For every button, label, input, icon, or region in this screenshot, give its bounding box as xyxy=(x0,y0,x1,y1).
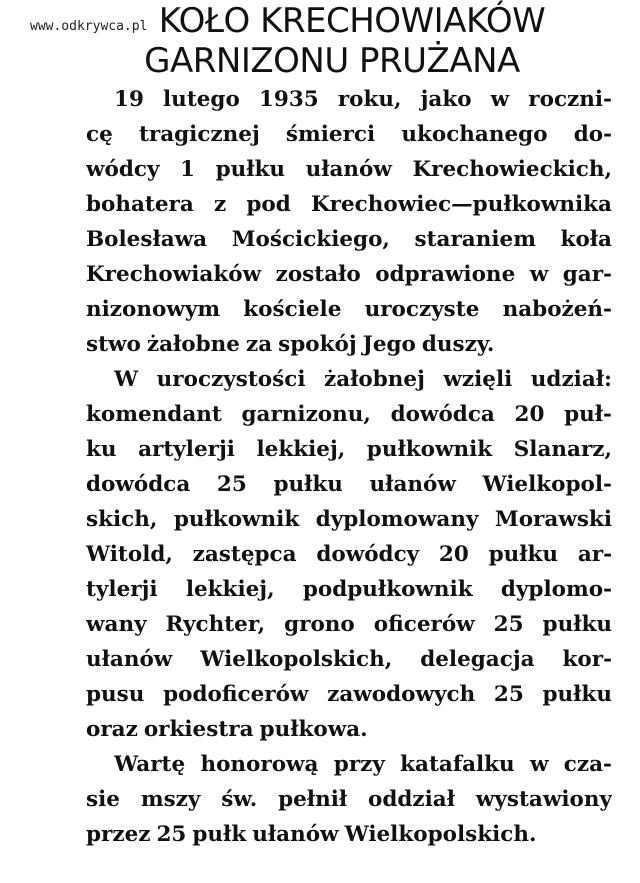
word: pułku xyxy=(488,542,559,567)
word: lutego xyxy=(163,87,240,112)
word: udział: xyxy=(530,367,612,392)
text-line xyxy=(86,257,612,292)
text-line xyxy=(86,607,612,642)
word: uroczyste xyxy=(364,297,480,322)
word: kościele xyxy=(243,297,342,322)
text-line xyxy=(86,502,612,537)
text-line xyxy=(86,782,612,817)
word: za xyxy=(246,332,273,357)
word: uroczystości xyxy=(156,367,306,392)
word: sie xyxy=(86,787,120,812)
word: lekkiej, xyxy=(256,437,346,462)
word: Bolesława xyxy=(86,227,208,252)
text-line xyxy=(114,82,612,117)
text-line xyxy=(114,362,612,397)
word: podoficerów xyxy=(163,682,309,707)
word: Mościckiego, xyxy=(231,227,390,252)
word: garnizonu, xyxy=(241,402,371,427)
word: Rychter, xyxy=(165,612,266,637)
text-line xyxy=(86,292,612,327)
word: Krechowiaków xyxy=(86,262,262,287)
word: kor- xyxy=(562,647,612,672)
word: tragicznej xyxy=(138,122,260,147)
word: Witold, xyxy=(86,542,173,567)
word: Jego xyxy=(362,332,416,357)
word: roku, xyxy=(337,87,402,112)
word: cę xyxy=(86,122,113,147)
word: św. xyxy=(221,787,258,812)
text-line xyxy=(86,467,612,502)
word: artylerji xyxy=(138,437,235,462)
title-line-2: GARNIZONU PRUŻANA xyxy=(144,41,520,81)
word: przez xyxy=(86,822,151,847)
word: ułanów xyxy=(305,157,392,182)
title-line-1: KOŁO KRECHOWIAKÓW xyxy=(158,1,546,41)
word: ułanów xyxy=(86,647,173,672)
word: tylerji xyxy=(86,577,158,602)
word: Slanarz, xyxy=(513,437,612,462)
word: 1935 xyxy=(258,87,319,112)
word: pułk xyxy=(192,822,247,847)
text-line xyxy=(86,677,612,712)
word: nizonowym xyxy=(86,297,221,322)
word: dowódcy xyxy=(316,542,420,567)
word: pułkownik xyxy=(173,507,300,532)
word: ku xyxy=(86,437,117,462)
word: Wielkopol- xyxy=(482,472,612,497)
word: skich, xyxy=(86,507,158,532)
word: Wartę xyxy=(114,752,186,777)
word: zawodowych xyxy=(327,682,476,707)
word: Krechowieckich, xyxy=(412,157,612,182)
word: mszy xyxy=(140,787,201,812)
word: 25 xyxy=(216,472,247,497)
word: 25 xyxy=(493,682,524,707)
word: jako xyxy=(420,87,472,112)
word: staraniem xyxy=(414,227,536,252)
word: pułku xyxy=(215,157,286,182)
word: Krechowiec—pułkownika xyxy=(310,192,612,217)
word: oddział xyxy=(368,787,456,812)
word: 19 xyxy=(114,87,144,112)
word: zastępca xyxy=(192,542,297,567)
word: stwo xyxy=(86,332,141,357)
word: wany xyxy=(86,612,147,637)
word: pułkowa. xyxy=(259,717,368,742)
word: dowódca xyxy=(390,402,495,427)
text-line xyxy=(86,712,612,747)
text-line xyxy=(86,222,612,257)
word: ułanów xyxy=(252,822,339,847)
word: pod xyxy=(246,192,291,217)
word: puł- xyxy=(564,402,612,427)
word: pułku xyxy=(542,682,612,707)
word: zostało xyxy=(275,262,361,287)
word: duszy. xyxy=(421,332,495,357)
word: 25 xyxy=(156,822,187,847)
word: dyplomo- xyxy=(500,577,612,602)
word: żałobne xyxy=(146,332,240,357)
word: pełnił xyxy=(278,787,348,812)
word: wódcy xyxy=(86,157,160,182)
word: 20 xyxy=(514,402,545,427)
word: 20 xyxy=(438,542,469,567)
word: w xyxy=(529,262,549,287)
word: ar- xyxy=(577,542,612,567)
word: podpułkownik xyxy=(302,577,473,602)
word: honorową xyxy=(200,752,319,777)
word: bohatera xyxy=(86,192,194,217)
text-line xyxy=(86,187,612,222)
word: katafalku xyxy=(400,752,515,777)
word: lekkiej, xyxy=(185,577,275,602)
text-line xyxy=(86,572,612,607)
word: 25 xyxy=(493,612,524,637)
watermark: www.odkrywca.pl xyxy=(30,19,148,34)
word: odprawione xyxy=(375,262,516,287)
word: oficerów xyxy=(373,612,475,637)
word: W xyxy=(114,367,139,392)
word: cza- xyxy=(563,752,612,777)
word: z xyxy=(213,192,227,217)
word: nabożeń- xyxy=(502,297,612,322)
text-line xyxy=(86,397,612,432)
word: komendant xyxy=(86,402,222,427)
word: śmierci xyxy=(285,122,376,147)
text-line xyxy=(86,537,612,572)
word: oraz xyxy=(86,717,138,742)
text-line xyxy=(114,747,612,782)
word: dyplomowany xyxy=(315,507,479,532)
text-line xyxy=(86,642,612,677)
text-line xyxy=(86,117,612,152)
word: pułkownik xyxy=(366,437,493,462)
word: przy xyxy=(333,752,385,777)
text-line xyxy=(86,327,612,362)
word: orkiestra xyxy=(143,717,254,742)
word: ukochanego xyxy=(401,122,548,147)
word: spokój xyxy=(278,332,357,357)
word: pułku xyxy=(273,472,343,497)
word: pułku xyxy=(542,612,612,637)
word: Wielkopolskich, xyxy=(200,647,393,672)
word: Wielkopolskich. xyxy=(344,822,537,847)
word: żałobnej xyxy=(324,367,425,392)
word: roczni- xyxy=(528,87,612,112)
text-line xyxy=(86,152,612,187)
word: grono xyxy=(284,612,355,637)
word: wystawiony xyxy=(475,787,612,812)
word: pusu xyxy=(86,682,145,707)
word: koła xyxy=(560,227,612,252)
word: w xyxy=(490,87,510,112)
text-line xyxy=(86,432,612,467)
word: delegacja xyxy=(420,647,535,672)
word: do- xyxy=(573,122,612,147)
word: w xyxy=(529,752,549,777)
word: wzięli xyxy=(443,367,513,392)
word: Morawski xyxy=(494,507,612,532)
word: 1 xyxy=(180,157,195,182)
word: ułanów xyxy=(369,472,456,497)
word: dowódca xyxy=(86,472,191,497)
word: gar- xyxy=(562,262,612,287)
text-line xyxy=(86,817,612,852)
